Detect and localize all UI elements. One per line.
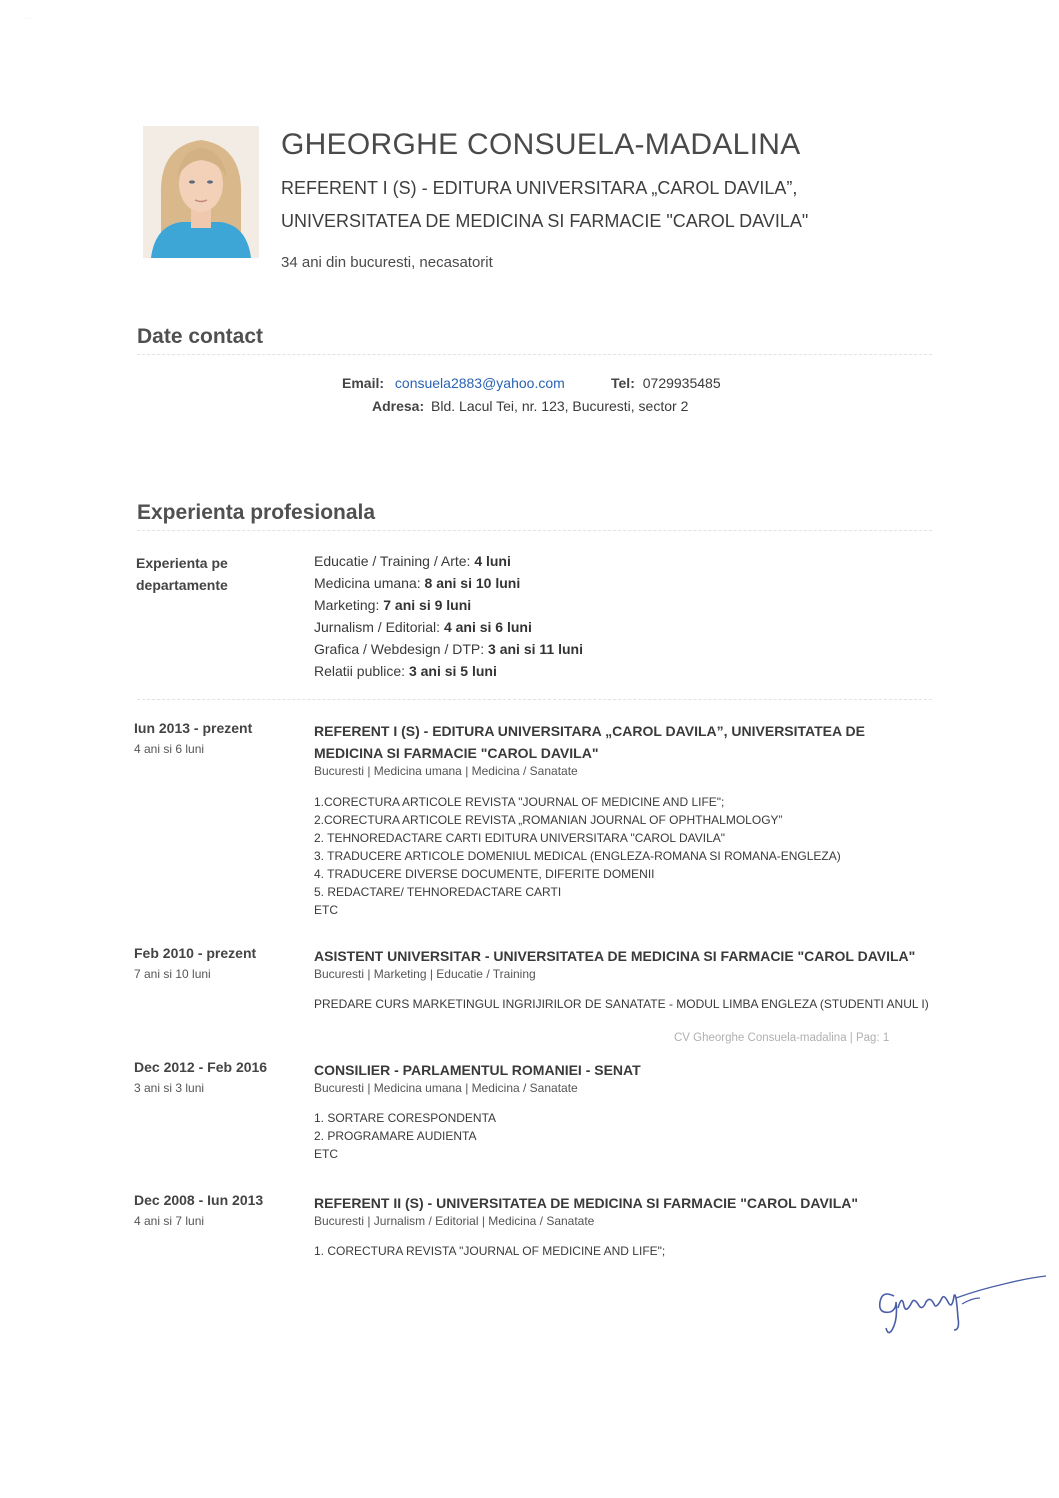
job-period: Iun 2013 - prezent (134, 720, 253, 736)
dept-list (314, 550, 583, 682)
desc-line: 1. SORTARE CORESPONDENTA (314, 1111, 497, 1125)
dept-name: Educatie / Training / Arte: (314, 553, 471, 569)
candidate-name: GHEORGHE CONSUELA-MADALINA (281, 128, 801, 161)
dept-label-line: departamente (136, 577, 228, 593)
desc-line: 1.CORECTURA ARTICOLE REVISTA "JOURNAL OF MEDICINE AND LIFE"; (314, 795, 725, 809)
tel-label: Tel: (611, 375, 635, 391)
desc-line: PREDARE CURS MARKETINGUL INGRIJIRILOR DE SANATATE - MODUL LIMBA ENGLEZA (STUDENTI ANUL I) (314, 997, 929, 1011)
dept-duration: 4 luni (474, 553, 511, 569)
address-value: Bld. Lacul Tei, nr. 123, Bucuresti, sector 2 (431, 398, 689, 414)
dept-duration: 3 ani si 11 luni (488, 641, 583, 657)
contact-heading: Date contact (137, 325, 264, 348)
desc-line: 1. CORECTURA REVISTA "JOURNAL OF MEDICINE AND LIFE"; (314, 1244, 666, 1258)
job-headline-line1: REFERENT I (S) - EDITURA UNIVERSITARA „CAROL DAVILA”, (281, 178, 798, 198)
desc-line: 5. REDACTARE/ TEHNOREDACTARE CARTI (314, 885, 562, 899)
dept-duration: 8 ani si 10 luni (424, 575, 521, 591)
desc-line: ETC (314, 903, 338, 917)
dept-duration: 4 ani si 6 luni (443, 619, 532, 635)
dept-name: Grafica / Webdesign / DTP: (314, 641, 485, 657)
email-row (342, 375, 565, 391)
address-label: Adresa: (372, 398, 425, 414)
portrait-image (143, 126, 259, 258)
dept-item (314, 594, 583, 616)
page-footer: CV Gheorghe Consuela-madalina | Pag: 1 (674, 1032, 890, 1044)
job-period: Dec 2008 - Iun 2013 (134, 1192, 264, 1208)
experience-heading: Experienta profesionala (137, 501, 376, 524)
scan-artifact: · · (24, 16, 30, 22)
job-meta: Bucuresti | Jurnalism / Editorial | Medicina / Sanatate (314, 1214, 595, 1228)
handwritten-signature (868, 1268, 1048, 1348)
desc-line: 2.CORECTURA ARTICOLE REVISTA „ROMANIAN JOURNAL OF OPHTHALMOLOGY” (314, 813, 783, 827)
dept-item (314, 550, 583, 572)
dept-item (314, 572, 583, 594)
job-meta: Bucuresti | Medicina umana | Medicina / Sanatate (314, 1081, 578, 1095)
section-divider (137, 354, 932, 355)
job-description (314, 1242, 934, 1260)
job-meta: Bucuresti | Medicina umana | Medicina / Sanatate (314, 764, 578, 778)
job-headline-line2: UNIVERSITATEA DE MEDICINA SI FARMACIE "CAROL DAVILA" (281, 211, 809, 231)
profile-photo (143, 126, 259, 258)
job-duration: 3 ani si 3 luni (134, 1081, 205, 1095)
job-period: Feb 2010 - prezent (134, 945, 257, 961)
job-title: REFERENT II (S) - UNIVERSITATEA DE MEDICINA SI FARMACIE "CAROL DAVILA" (314, 1195, 858, 1211)
job-description (314, 1109, 934, 1163)
desc-line: 4. TRADUCERE DIVERSE DOCUMENTE, DIFERITE DOMENII (314, 867, 655, 881)
job-duration: 4 ani si 6 luni (134, 742, 205, 756)
dept-name: Relatii publice: (314, 663, 406, 679)
dept-label-line: Experienta pe (136, 555, 228, 571)
dept-name: Marketing: (314, 597, 380, 613)
dept-item (314, 660, 583, 682)
job-duration: 4 ani si 7 luni (134, 1214, 205, 1228)
job-title: REFERENT I (S) - EDITURA UNIVERSITARA „CAROL DAVILA”, UNIVERSITATEA DE MEDICINA SI FARMACIE "CAROL DAVILA" (314, 723, 865, 761)
dept-item (314, 616, 583, 638)
dept-item (314, 638, 583, 660)
desc-line: ETC (314, 1147, 338, 1161)
dept-duration: 3 ani si 5 luni (408, 663, 497, 679)
desc-line: 2. TEHNOREDACTARE CARTI EDITURA UNIVERSITARA "CAROL DAVILA" (314, 831, 726, 845)
job-duration: 7 ani si 10 luni (134, 967, 211, 981)
dept-name: Jurnalism / Editorial: (314, 619, 441, 635)
job-period: Dec 2012 - Feb 2016 (134, 1059, 268, 1075)
job-meta: Bucuresti | Marketing | Educatie / Training (314, 967, 536, 981)
tel-row (611, 375, 721, 391)
dept-duration: 7 ani si 9 luni (383, 597, 472, 613)
job-description (314, 793, 934, 919)
email-link[interactable]: consuela2883@yahoo.com (394, 375, 565, 391)
address-row (372, 398, 688, 414)
job-description (314, 995, 934, 1013)
personal-info: 34 ani din bucuresti, necasatorit (281, 254, 493, 271)
email-label: Email: (342, 375, 385, 391)
job-title: ASISTENT UNIVERSITAR - UNIVERSITATEA DE MEDICINA SI FARMACIE "CAROL DAVILA" (314, 948, 916, 964)
tel-value: 0729935485 (642, 375, 721, 391)
desc-line: 3. TRADUCERE ARTICOLE DOMENIUL MEDICAL (ENGLEZA-ROMANA SI ROMANA-ENGLEZA) (314, 849, 841, 863)
dept-name: Medicina umana: (314, 575, 421, 591)
job-title: CONSILIER - PARLAMENTUL ROMANIEI - SENAT (314, 1062, 641, 1078)
section-divider (137, 530, 932, 531)
dept-experience-label (136, 552, 286, 596)
section-divider (137, 699, 932, 700)
desc-line: 2. PROGRAMARE AUDIENTA (314, 1129, 477, 1143)
